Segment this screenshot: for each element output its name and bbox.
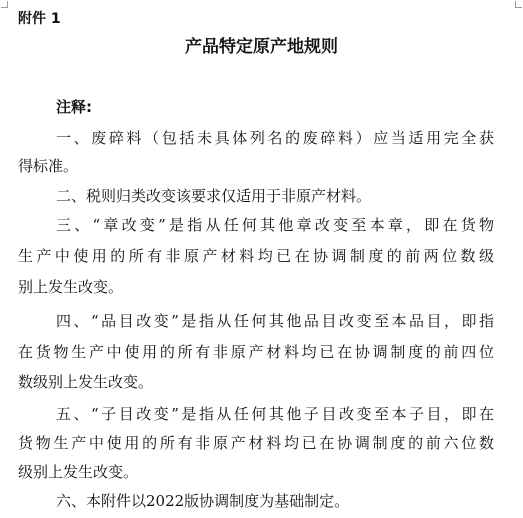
note-5-line-3: 级别上发生改变。 — [18, 463, 139, 481]
note-6-line-1: 六、本附件以2022版协调制度为基础制定。 — [56, 492, 350, 510]
note-3-line-1: 三、“章改变”是指从任何其他章改变至本章，即在货物 — [56, 216, 494, 234]
document-title: 产品特定原产地规则 — [185, 37, 338, 57]
note-4-line-3: 数级别上发生改变。 — [18, 373, 154, 391]
note-1-line-1: 一、废碎料（包括未具体列名的废碎料）应当适用完全获 — [56, 129, 494, 147]
note-2-line-1: 二、税则归类改变该要求仅适用于非原产材料。 — [56, 187, 372, 205]
note-3-line-3: 别上发生改变。 — [18, 278, 124, 296]
note-3-line-2: 生产中使用的所有非原产材料均已在协调制度的前两位数级 — [18, 247, 494, 265]
note-5-line-2: 货物生产中使用的所有非原产材料均已在协调制度的前六位数 — [18, 434, 494, 452]
page-corner-mark-left — [1, 1, 8, 8]
notes-heading: 注释: — [56, 98, 92, 116]
page-corner-mark-right — [515, 1, 522, 8]
annex-label: 附件 1 — [18, 11, 61, 27]
note-5-line-1: 五、“子目改变”是指从任何其他子目改变至本子目，即在 — [56, 405, 494, 423]
note-4-line-2: 在货物生产中使用的所有非原产材料均已在协调制度的前四位 — [18, 343, 494, 361]
note-4-line-1: 四、“品目改变”是指从任何其他品目改变至本品目，即指 — [56, 312, 494, 330]
note-1-line-2: 得标准。 — [18, 157, 79, 175]
